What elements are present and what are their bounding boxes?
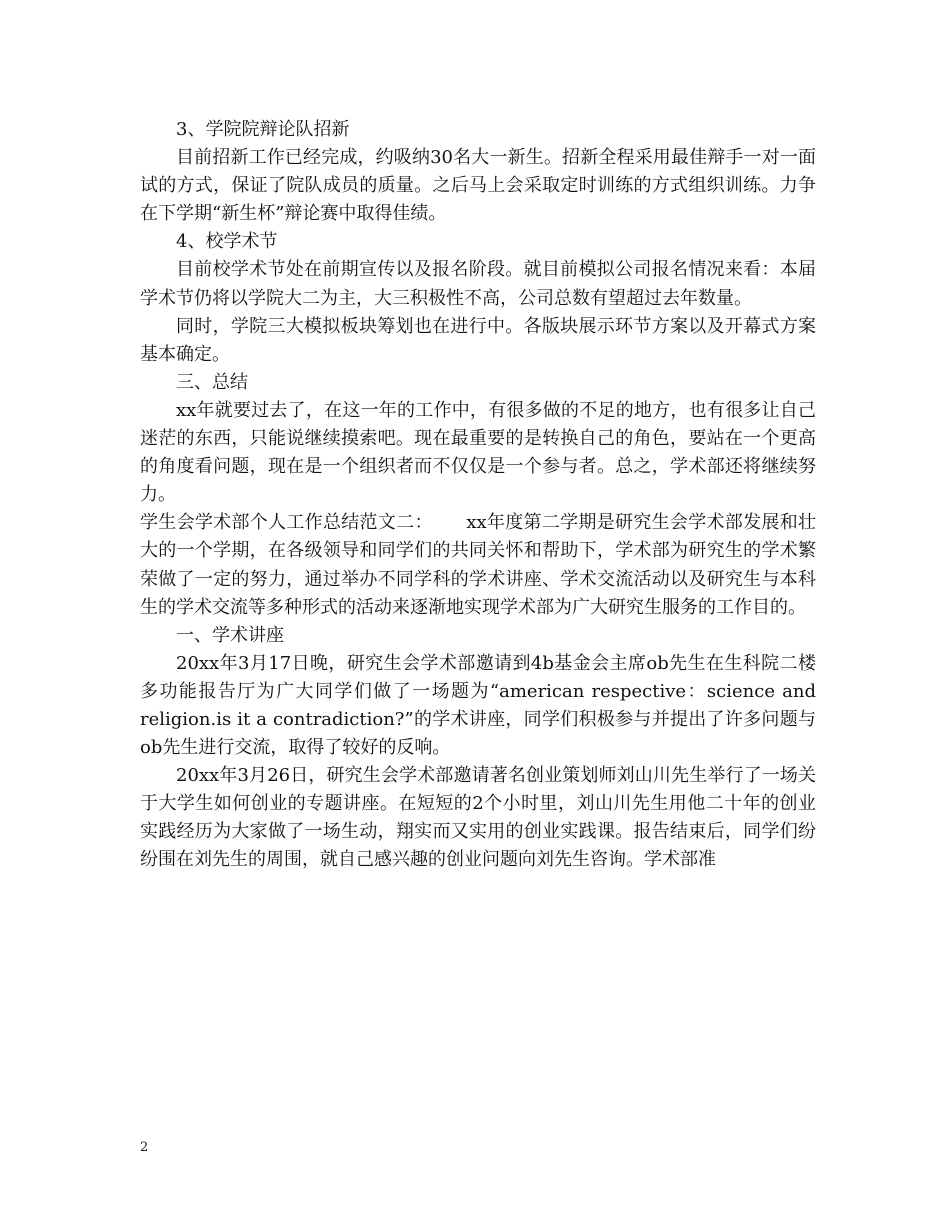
paragraph-academic-festival: 目前校学术节处在前期宣传以及报名阶段。就目前模拟公司报名情况来看：本届学术节仍将以学院大二为主，大三积极性不高，公司总数有望超过去年数量。 xyxy=(140,259,816,309)
heading-summary: 三、总结 xyxy=(176,371,248,393)
heading-academic-festival: 4、校学术节 xyxy=(176,231,278,253)
paragraph-summary: xx年就要过去了，在这一年的工作中，有很多做的不足的地方，也有很多让自己迷茫的东西，只能说继续摸索吧。现在最重要的是转换自己的角色，要站在一个更高的角度看问题，现在是一个组织者而不仅仅是一个参与者。总之，学术部还将继续努力。 xyxy=(140,399,816,506)
paragraph-debate-team: 目前招新工作已经完成，约吸纳30名大一新生。招新全程采用最佳辩手一对一面试的方式，保证了院队成员的质量。之后马上会采取定时训练的方式组织训练。力争在下学期“新生杯”辩论赛中取得佳绩。 xyxy=(140,147,816,225)
paragraph-sample-two-intro: 学生会学术部个人工作总结范文二： xx年度第二学期是研究生会学术部发展和壮大的一个学期，在各级领导和同学们的共同关怀和帮助下，学术部为研究生的学术繁荣做了一定的努力，通过举办不同学科的学术讲座、学术交流活动以及研究生与本科生的学术交流等多种形式的活动来逐渐地实现学术部为广大研究生服务的工作目的。 xyxy=(140,512,816,618)
paragraph-lecture-march-26: 20xx年3月26日，研究生会学术部邀请著名创业策划师刘山川先生举行了一场关于大学生如何创业的专题讲座。在短短的2个小时里，刘山川先生用他二十年的创业实践经历为大家做了一场生动，翔实而又实用的创业实践课。报告结束后，同学们纷纷围在刘先生的周围，就自己感兴趣的创业问题向刘先生咨询。学术部准 xyxy=(140,765,816,871)
heading-debate-team: 3、学院院辩论队招新 xyxy=(176,119,350,140)
paragraph-lecture-march-17: 20xx年3月17日晚，研究生会学术部邀请到4b基金会主席ob先生在生科院二楼多功能报告厅为广大同学们做了一场题为“american respective：science and religion.is it a contradiction?”的学术讲座，同学们积极参与并提出了许多问题与ob先生进行交流，取得了较好的反响。 xyxy=(140,652,816,759)
paragraph-simulation-blocks: 同时，学院三大模拟板块筹划也在进行中。各版块展示环节方案以及开幕式方案基本确定。 xyxy=(140,315,816,365)
page-number: 2 xyxy=(140,1140,149,1155)
heading-academic-lectures: 一、学术讲座 xyxy=(176,624,284,646)
document-body xyxy=(140,116,816,875)
